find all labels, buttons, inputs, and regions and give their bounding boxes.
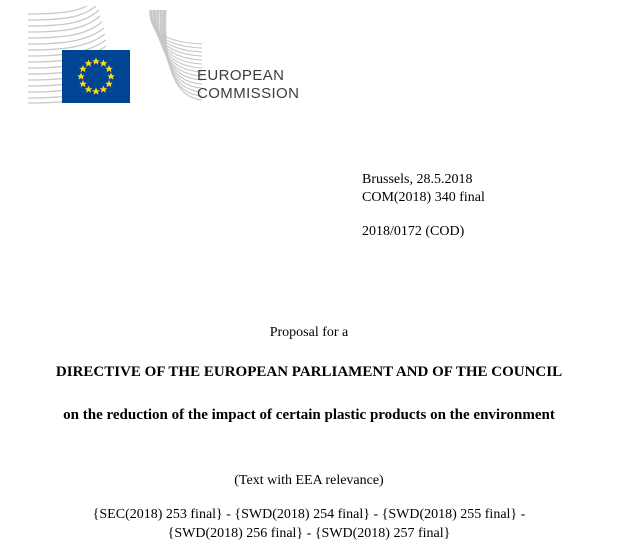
ec-wordmark-line2: COMMISSION xyxy=(197,85,300,102)
proposal-intro: Proposal for a xyxy=(269,325,349,340)
eea-relevance-note: (Text with EEA relevance) xyxy=(234,473,384,488)
related-documents-line1: {SEC(2018) 253 final} - {SWD(2018) 254 final} - {SWD(2018) 255 final} - xyxy=(92,507,526,522)
ec-wordmark-line1: EUROPEAN xyxy=(197,67,285,84)
ec-wordmark xyxy=(197,67,299,103)
com-reference: COM(2018) 340 final xyxy=(362,190,485,205)
header-date-block xyxy=(362,171,485,207)
related-documents xyxy=(0,505,618,543)
place-date: Brussels, 28.5.2018 xyxy=(362,172,473,187)
procedure-number: 2018/0172 (COD) xyxy=(362,224,465,239)
european-commission-logo xyxy=(28,6,203,110)
related-documents-line2: {SWD(2018) 256 final} - {SWD(2018) 257 final} xyxy=(167,526,451,541)
document-subtitle: on the reduction of the impact of certain plastic products on the environment xyxy=(63,407,555,423)
logo-right-lines-icon xyxy=(150,10,202,100)
document-title: DIRECTIVE OF THE EUROPEAN PARLIAMENT AND OF THE COUNCIL xyxy=(55,364,563,380)
eu-flag-icon xyxy=(62,50,130,103)
